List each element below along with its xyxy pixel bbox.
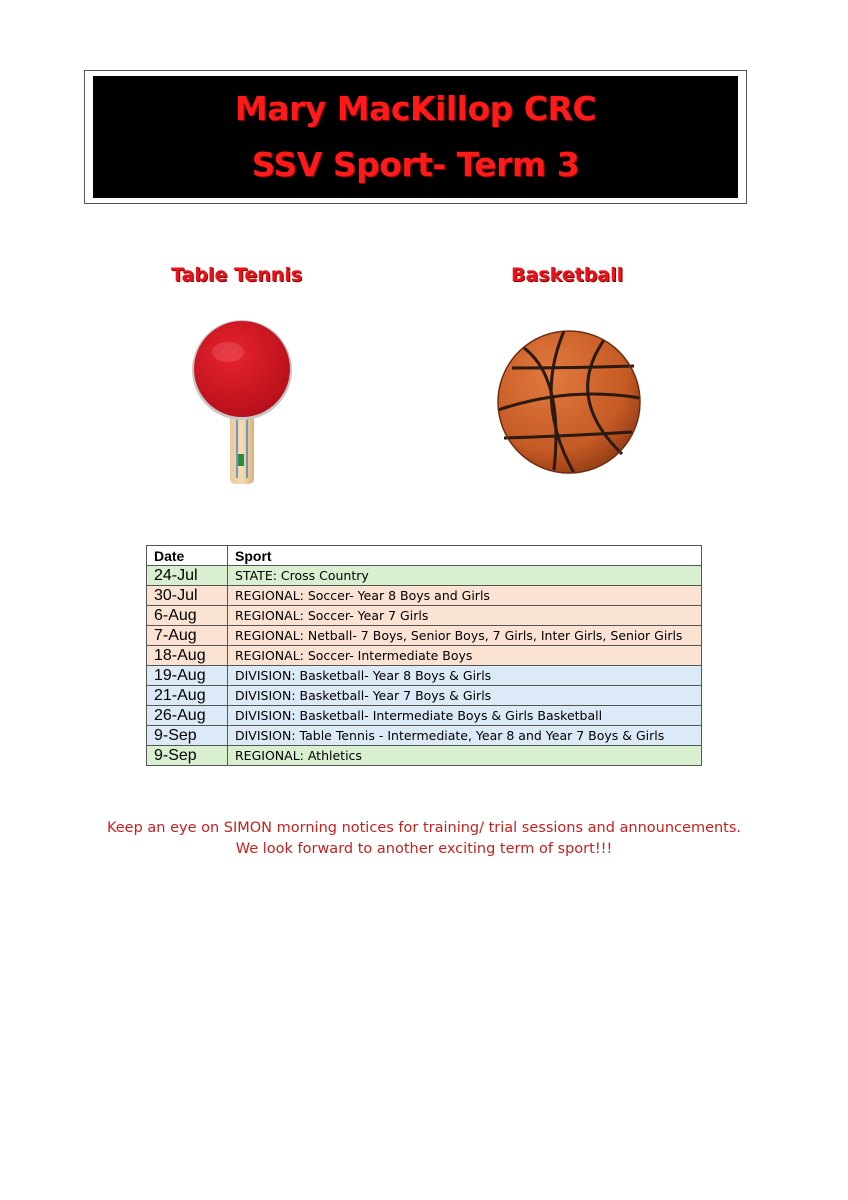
- term-title: SSV Sport- Term 3: [251, 145, 580, 184]
- table-row: [147, 586, 702, 606]
- schedule-table: [146, 545, 702, 766]
- notice-line-2: We look forward to another exciting term of sport!!!: [235, 841, 613, 857]
- table-tennis-paddle-icon: [190, 318, 294, 488]
- table-tennis-heading: Table Tennis: [171, 264, 303, 286]
- row-sport: DIVISION: Basketball- Year 8 Boys & Girls: [228, 666, 702, 686]
- row-sport: REGIONAL: Soccer- Intermediate Boys: [228, 646, 702, 666]
- row-date: 19-Aug: [147, 666, 228, 686]
- basketball-icon: [494, 328, 644, 476]
- row-date: 21-Aug: [147, 686, 228, 706]
- table-header-row: [147, 546, 702, 566]
- school-title: Mary MacKillop CRC: [234, 89, 597, 128]
- table-row: [147, 666, 702, 686]
- row-sport: DIVISION: Table Tennis - Intermediate, Year 8 and Year 7 Boys & Girls: [228, 726, 702, 746]
- table-row: [147, 686, 702, 706]
- table-row: [147, 606, 702, 626]
- sport-column-header: Sport: [228, 546, 702, 566]
- row-sport: REGIONAL: Athletics: [228, 746, 702, 766]
- date-column-header: Date: [147, 546, 228, 566]
- row-sport: STATE: Cross Country: [228, 566, 702, 586]
- title-banner: [93, 76, 738, 198]
- row-date: 26-Aug: [147, 706, 228, 726]
- row-date: 24-Jul: [147, 566, 228, 586]
- table-row: [147, 626, 702, 646]
- table-row: [147, 566, 702, 586]
- row-sport: DIVISION: Basketball- Intermediate Boys & Girls Basketball: [228, 706, 702, 726]
- row-date: 30-Jul: [147, 586, 228, 606]
- row-date: 9-Sep: [147, 746, 228, 766]
- table-row: [147, 706, 702, 726]
- row-sport: REGIONAL: Soccer- Year 8 Boys and Girls: [228, 586, 702, 606]
- row-date: 18-Aug: [147, 646, 228, 666]
- basketball-heading: Basketball: [511, 264, 624, 286]
- row-sport: REGIONAL: Netball- 7 Boys, Senior Boys, 7 Girls, Inter Girls, Senior Girls: [228, 626, 702, 646]
- row-date: 9-Sep: [147, 726, 228, 746]
- title-banner-frame: [84, 70, 747, 204]
- row-date: 7-Aug: [147, 626, 228, 646]
- table-row: [147, 726, 702, 746]
- row-sport: DIVISION: Basketball- Year 7 Boys & Girls: [228, 686, 702, 706]
- row-sport: REGIONAL: Soccer- Year 7 Girls: [228, 606, 702, 626]
- notice-text: [0, 818, 848, 860]
- table-row: [147, 746, 702, 766]
- notice-line-1: Keep an eye on SIMON morning notices for training/ trial sessions and announcements.: [106, 820, 742, 836]
- table-row: [147, 646, 702, 666]
- row-date: 6-Aug: [147, 606, 228, 626]
